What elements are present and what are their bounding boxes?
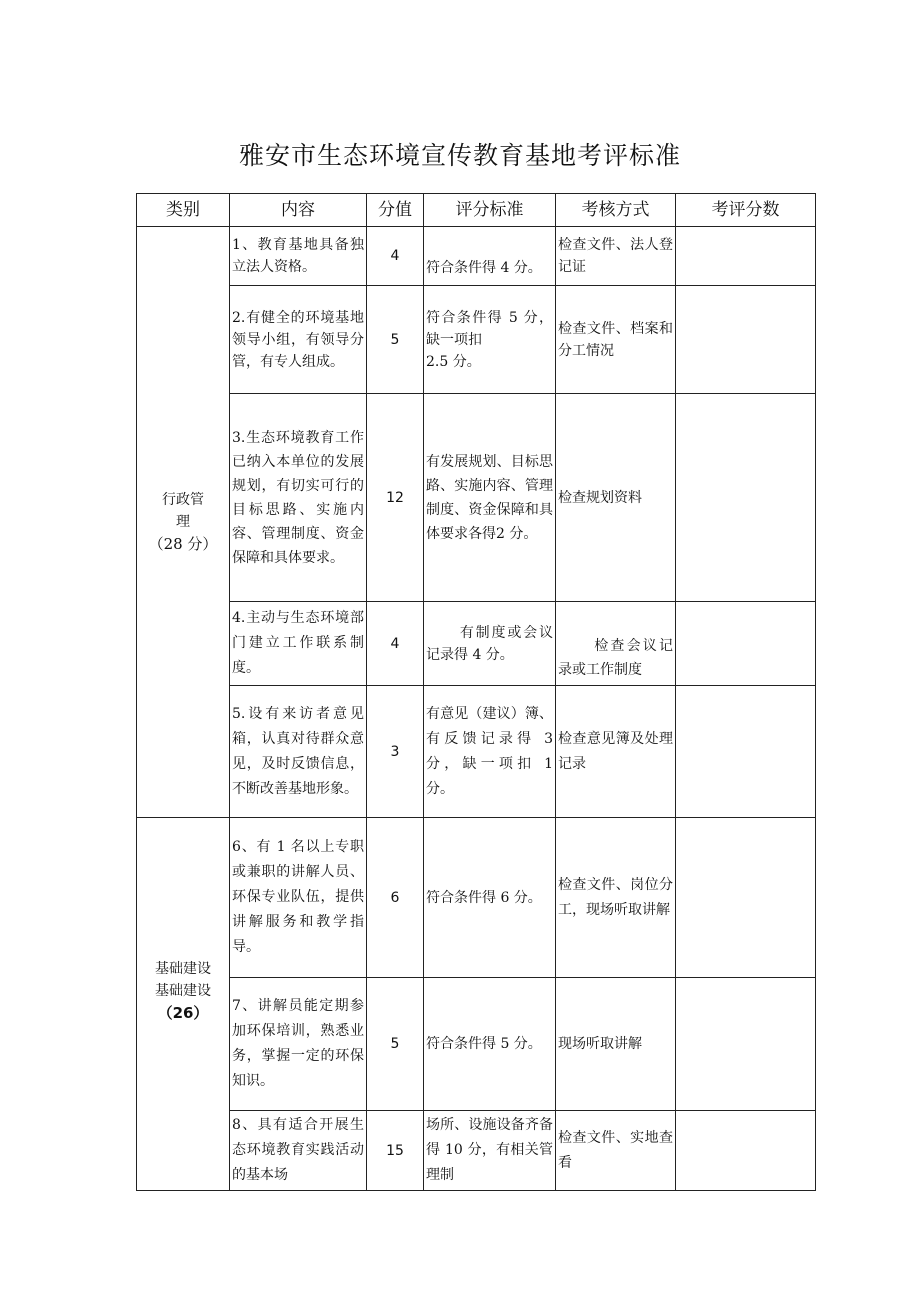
evaluation-table: [136, 193, 816, 1191]
category-name-cont: 基础建设: [155, 983, 211, 999]
method-cell: 检查文件、实地查看: [556, 1111, 676, 1191]
criteria-cell: [424, 602, 556, 686]
content-cell: 8、具有适合开展生态环境教育实践活动的基本场: [230, 1111, 367, 1191]
table-row: [137, 394, 816, 602]
content-cell: 1、教育基地具备独立法人资格。: [230, 227, 367, 286]
category-cell-admin: [137, 227, 230, 818]
content-cell: 3.生态环境教育工作已纳入本单位的发展规划，有切实可行的目标思路、实施内容、管理制度、资金保障和具体要求。: [230, 394, 367, 602]
table-header-row: [137, 194, 816, 227]
score-cell: 6: [367, 818, 424, 978]
category-cell-infra: [137, 818, 230, 1191]
result-cell[interactable]: [676, 686, 816, 818]
category-name: 基础建设: [155, 961, 211, 977]
score-cell: 12: [367, 394, 424, 602]
table-row: [137, 602, 816, 686]
content-cell: 4.主动与生态环境部门建立工作联系制度。: [230, 602, 367, 686]
criteria-cell: 场所、设施设备齐备得 10 分，有相关管理制: [424, 1111, 556, 1191]
table-row: [137, 1111, 816, 1191]
header-method: 考核方式: [556, 194, 676, 227]
category-points: （28 分）: [148, 535, 218, 553]
content-cell: 6、有 1 名以上专职或兼职的讲解人员、环保专业队伍，提供讲解服务和教学指导。: [230, 818, 367, 978]
criteria-cell: 有意见（建议）簿、有反馈记录得 3 分，缺一项扣 1 分。: [424, 686, 556, 818]
category-points: （26）: [157, 1004, 209, 1022]
score-cell: 4: [367, 602, 424, 686]
criteria-cell: 符合条件得 5 分。: [424, 978, 556, 1111]
criteria-text: 有制度或会议记录得 4 分。: [426, 624, 553, 663]
table-row: [137, 978, 816, 1111]
score-cell: 5: [367, 286, 424, 394]
score-cell: 4: [367, 227, 424, 286]
score-cell: 3: [367, 686, 424, 818]
method-cell: 检查规划资料: [556, 394, 676, 602]
method-text: 检查会议记录或工作制度: [558, 638, 673, 678]
criteria-cell: 符合条件得 4 分。: [424, 227, 556, 286]
header-result: 考评分数: [676, 194, 816, 227]
result-cell[interactable]: [676, 602, 816, 686]
table-row: [137, 686, 816, 818]
method-cell: 检查文件、法人登记证: [556, 227, 676, 286]
category-name: 行政管: [162, 492, 204, 508]
table-row: [137, 818, 816, 978]
header-criteria: 评分标准: [424, 194, 556, 227]
category-name-cont: 理: [176, 514, 190, 530]
method-cell: 检查意见簿及处理记录: [556, 686, 676, 818]
content-cell: 7、讲解员能定期参加环保培训，熟悉业务，掌握一定的环保知识。: [230, 978, 367, 1111]
content-cell: 2.有健全的环境基地领导小组，有领导分管，有专人组成。: [230, 286, 367, 394]
table-row: [137, 286, 816, 394]
table-row: [137, 227, 816, 286]
criteria-cell: 符合条件得 6 分。: [424, 818, 556, 978]
result-cell[interactable]: [676, 1111, 816, 1191]
header-score: 分值: [367, 194, 424, 227]
result-cell[interactable]: [676, 394, 816, 602]
criteria-cell: 有发展规划、目标思路、实施内容、管理制度、资金保障和具体要求各得2 分。: [424, 394, 556, 602]
result-cell[interactable]: [676, 227, 816, 286]
method-cell: 现场听取讲解: [556, 978, 676, 1111]
header-category: 类别: [137, 194, 230, 227]
score-cell: 15: [367, 1111, 424, 1191]
result-cell[interactable]: [676, 286, 816, 394]
content-cell: 5.设有来访者意见箱，认真对待群众意见，及时反馈信息，不断改善基地形象。: [230, 686, 367, 818]
method-cell: 检查文件、岗位分工，现场听取讲解: [556, 818, 676, 978]
header-content: 内容: [230, 194, 367, 227]
result-cell[interactable]: [676, 818, 816, 978]
page-title: 雅安市生态环境宣传教育基地考评标准: [238, 141, 681, 170]
method-cell: [556, 602, 676, 686]
method-cell: 检查文件、档案和分工情况: [556, 286, 676, 394]
criteria-cell: 符合条件得 5 分，缺一项扣 2.5 分。: [424, 286, 556, 394]
result-cell[interactable]: [676, 978, 816, 1111]
score-cell: 5: [367, 978, 424, 1111]
